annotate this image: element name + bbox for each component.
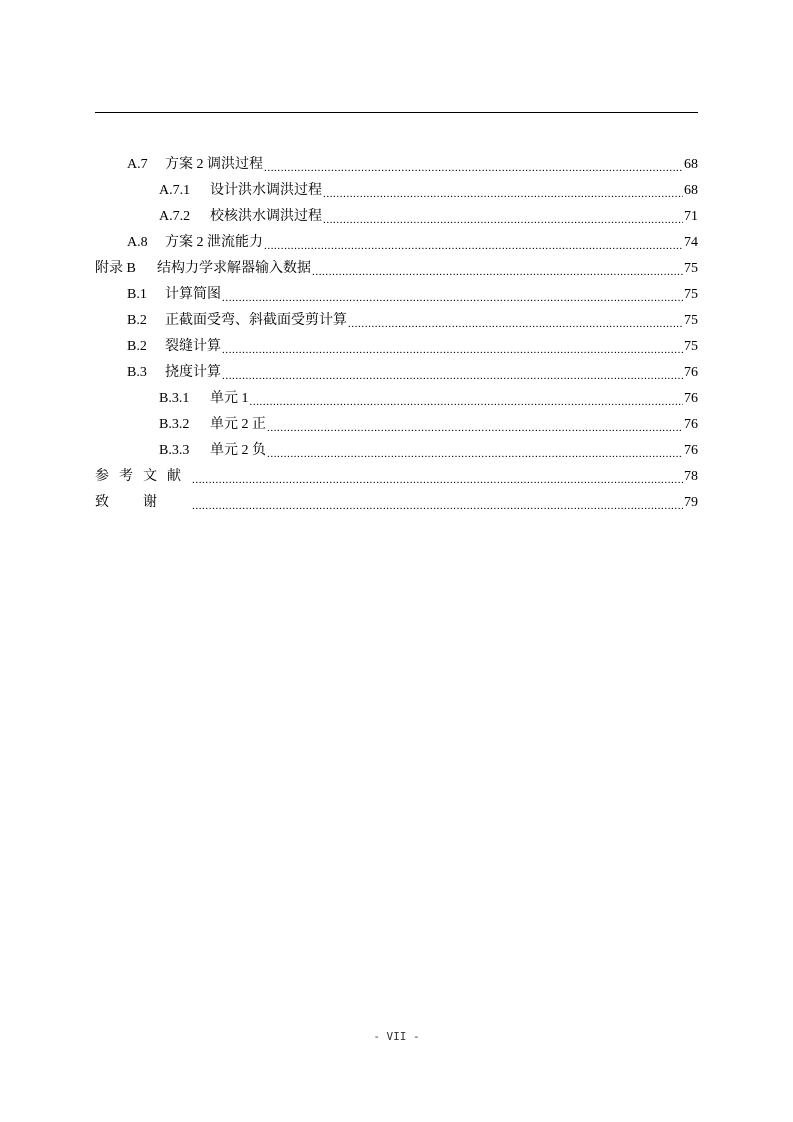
toc-entry-title: 单元 1 — [210, 391, 249, 406]
toc-entry-title: 设计洪水调洪过程 — [210, 183, 322, 198]
toc-entry-page: 68 — [684, 157, 698, 172]
toc-entry-page: 78 — [684, 469, 698, 484]
toc-leader-dots — [267, 416, 683, 434]
toc-entry-b2-crack[interactable] — [127, 334, 698, 356]
toc-leader-dots — [222, 364, 683, 382]
toc-entry-title: 方案 2 调洪过程 — [165, 157, 263, 172]
toc-entry-number: A.7.2 — [159, 209, 191, 224]
toc-entry-page: 71 — [684, 209, 698, 224]
toc-entry-number: B.3.1 — [159, 391, 190, 406]
toc-entry-number: A.8 — [127, 235, 148, 250]
toc-entry-number: A.7.1 — [159, 183, 191, 198]
toc-entry-number: B.3 — [127, 365, 147, 380]
toc-entry-a72[interactable] — [159, 204, 698, 226]
toc-leader-dots — [267, 442, 683, 460]
toc-entry-title: 裂缝计算 — [165, 339, 221, 354]
toc-entry-a8[interactable] — [127, 230, 698, 252]
toc-entry-title: 计算简图 — [165, 287, 221, 302]
toc-entry-page: 76 — [684, 443, 698, 458]
toc-entry-number: B.3.3 — [159, 443, 190, 458]
page-number: - VII - — [373, 1030, 420, 1043]
toc-entry-references[interactable] — [95, 464, 698, 486]
toc-entry-page: 75 — [684, 339, 698, 354]
header-rule — [95, 112, 698, 113]
toc-leader-dots — [264, 234, 683, 252]
toc-leader-dots — [192, 494, 683, 512]
toc-entry-b31[interactable] — [159, 386, 698, 408]
toc-entry-page: 75 — [684, 261, 698, 276]
toc-entry-number: A.7 — [127, 157, 148, 172]
toc-entry-b3[interactable] — [127, 360, 698, 382]
toc-entry-number: B.2 — [127, 313, 147, 328]
toc-entry-title: 单元 2 正 — [210, 417, 266, 432]
toc-entry-title: 结构力学求解器输入数据 — [157, 261, 311, 276]
toc-leader-dots — [312, 260, 683, 278]
toc-leader-dots — [222, 286, 683, 304]
toc-entry-appendix-b[interactable] — [95, 256, 698, 278]
toc-entry-title: 方案 2 泄流能力 — [165, 235, 263, 250]
toc-entry-title: 正截面受弯、斜截面受剪计算 — [165, 313, 347, 328]
toc-entry-page: 79 — [684, 495, 698, 510]
toc-entry-number: B.2 — [127, 339, 147, 354]
toc-entry-page: 75 — [684, 313, 698, 328]
toc-entry-title: 单元 2 负 — [210, 443, 266, 458]
toc-leader-dots — [222, 338, 683, 356]
toc-entry-b32[interactable] — [159, 412, 698, 434]
toc-entry-title: 参考文献 — [95, 469, 191, 484]
toc-entry-page: 76 — [684, 417, 698, 432]
toc-entry-number: B.3.2 — [159, 417, 190, 432]
toc-leader-dots — [250, 390, 684, 408]
toc-entry-acknowledgements[interactable] — [95, 490, 698, 512]
toc-entry-b2-bending[interactable] — [127, 308, 698, 330]
toc-entry-page: 68 — [684, 183, 698, 198]
toc-leader-dots — [348, 312, 683, 330]
toc-entry-title: 校核洪水调洪过程 — [210, 209, 322, 224]
toc-entry-page: 76 — [684, 391, 698, 406]
toc-leader-dots — [264, 156, 683, 174]
toc-entry-title: 挠度计算 — [165, 365, 221, 380]
toc-entry-b1[interactable] — [127, 282, 698, 304]
toc-entry-page: 75 — [684, 287, 698, 302]
toc-entry-page: 74 — [684, 235, 698, 250]
toc-entry-number: B.1 — [127, 287, 147, 302]
toc-leader-dots — [192, 468, 683, 486]
toc-entry-number: 附录 B — [95, 261, 136, 276]
toc-leader-dots — [323, 208, 683, 226]
toc-entry-a7[interactable] — [127, 152, 698, 174]
toc-leader-dots — [323, 182, 683, 200]
toc-entry-title: 致谢 — [95, 495, 191, 510]
toc-entry-page: 76 — [684, 365, 698, 380]
toc-entry-b33[interactable] — [159, 438, 698, 460]
toc-entry-a71[interactable] — [159, 178, 698, 200]
